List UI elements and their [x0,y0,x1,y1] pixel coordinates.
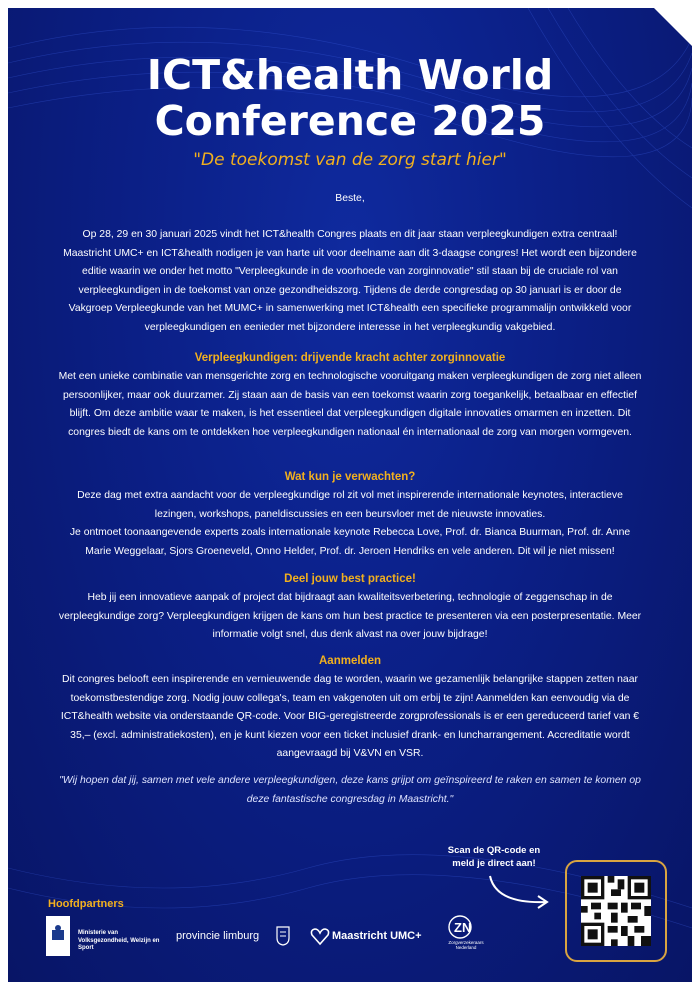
qr-frame[interactable] [565,860,667,962]
poster [8,8,692,982]
closing-quote: "Wij hopen dat jij, samen met vele andere verpleegkundigen, deze kans grijpt om geïnspireerd te raken en samen te komen op deze fantastische congresdag in Maastricht." [59,775,641,805]
limburg-logo: provincie limburg [176,930,260,942]
section-heading-register: Aanmelden [319,655,381,667]
mumc-heart-icon [310,926,330,946]
section-heading-innovation: Verpleegkundigen: drijvende kracht achter zorginnovatie [194,352,506,364]
corner-fold [654,8,692,46]
section-text-innovation: Met een unieke combinatie van mensgerichte zorg en technologische vooruitgang maken verpleegkundigen de zorg niet alleen persoonlijker, maar ook duurzamer. Zij staan aan de basis van een toekomst waarin zorg toegankelijk, betaalbaar en effectief blijft. Om deze ambitie waar te maken, is het essentieel dat verpleegkundigen digitale innovaties omarmen en inzetten. Dit congres biedt de kans om te ontdekken hoe verpleegkundigen nationaal én internationaal de zorg van morgen vormgeven. [58,371,642,438]
partners-title: Hoofdpartners [48,898,124,910]
page-title-line2: Conference 2025 [154,97,546,145]
tagline: "De toekomst van de zorg start hier" [193,150,507,170]
intro-paragraph: Op 28, 29 en 30 januari 2025 vindt het ICT&health Congres plaats en dit jaar staan verpleegkundigen extra centraal! Maastricht UMC+ en ICT&health nodigen je van harte uit voor deelname aan dit 3-daagse congres! Het wordt een bijzondere editie waarin we onder het motto "Verpleegkunde in de voorhoede van zorginnovatie" stil staan bij de cruciale rol van verpleegkundigen in de toekomst van onze gezondheidszorg. Tijdens de derde congresdag op 30 januari is er door de Vakgroep Verpleegkunde van het MUMC+ in samenwerking met ICT&health een specifieke programmalijn ontwikkeld voor verpleegkundigen en eenieder met bijzondere interesse in het verpleegkundig vakgebied. [63,229,637,333]
section-text-best-practice: Heb jij een innovatieve aanpak of project dat bijdraagt aan kwaliteitsverbetering, technologie of zeggenschap in de verpleegkundige zorg? Verpleegkundigen krijgen de kans om hun best practice te presenteren via een posterpresentatie. Meer informatie volgt snel, dus denk alvast na over jouw bijdrage! [58,592,642,640]
crest-icon [46,916,70,956]
section-heading-expect: Wat kun je verwachten? [284,471,416,483]
zn-name: Zorgverzekeraars Nederland [448,940,484,950]
section-text-expect-speakers: Je ontmoet toonaangevende experts zoals internationale keynote Rebecca Love, Prof. dr. Bianca Buurman, Prof. dr. Anne Marie Weggelaar, Sjors Groeneveld, Onno Helder, Prof. dr. Jeroen Hendriks en vele anderen. Dit wil je niet missen! [69,527,631,557]
ministry-logo [46,916,70,956]
qr-instruction: Scan de QR-code en meld je direct aan! [447,845,541,869]
zn-mark: ZN [454,920,472,935]
section-heading-best-practice: Deel jouw best practice! [284,573,416,585]
mumc-logo: Maastricht UMC+ [332,930,422,942]
ministry-name: Ministerie van Volksgezondheid, Welzijn en Sport [78,930,160,951]
zn-logo-icon [446,914,480,940]
qr-code-icon[interactable] [581,876,651,946]
page-title-line1: ICT&health World [146,51,554,99]
arrow-icon [486,872,556,912]
salutation: Beste, [335,193,365,204]
limburg-crest-icon [276,926,290,946]
section-text-expect: Deze dag met extra aandacht voor de verpleegkundige rol zit vol met inspirerende internationale keynotes, interactieve lezingen, workshops, paneldiscussies en een beursvloer met de nieuwste innovaties. [77,490,623,520]
section-text-register: Dit congres belooft een inspirerende en vernieuwende dag te worden, waarin we gezamenlijk belangrijke stappen zetten naar toekomstbestendige zorg. Nodig jouw collega's, team en vakgenoten uit om erbij te zijn! Aanmelden kan eenvoudig via de ICT&health website via onderstaande QR-code. Voor BIG-geregistreerde zorgprofessionals is er een gereduceerd tarief van € 35,– (excl. administratiekosten), en je kunt kiezen voor een ticket inclusief drank- en luncharrangement. Accreditatie wordt aangevraagd bij V&VN en VSR. [60,674,640,759]
